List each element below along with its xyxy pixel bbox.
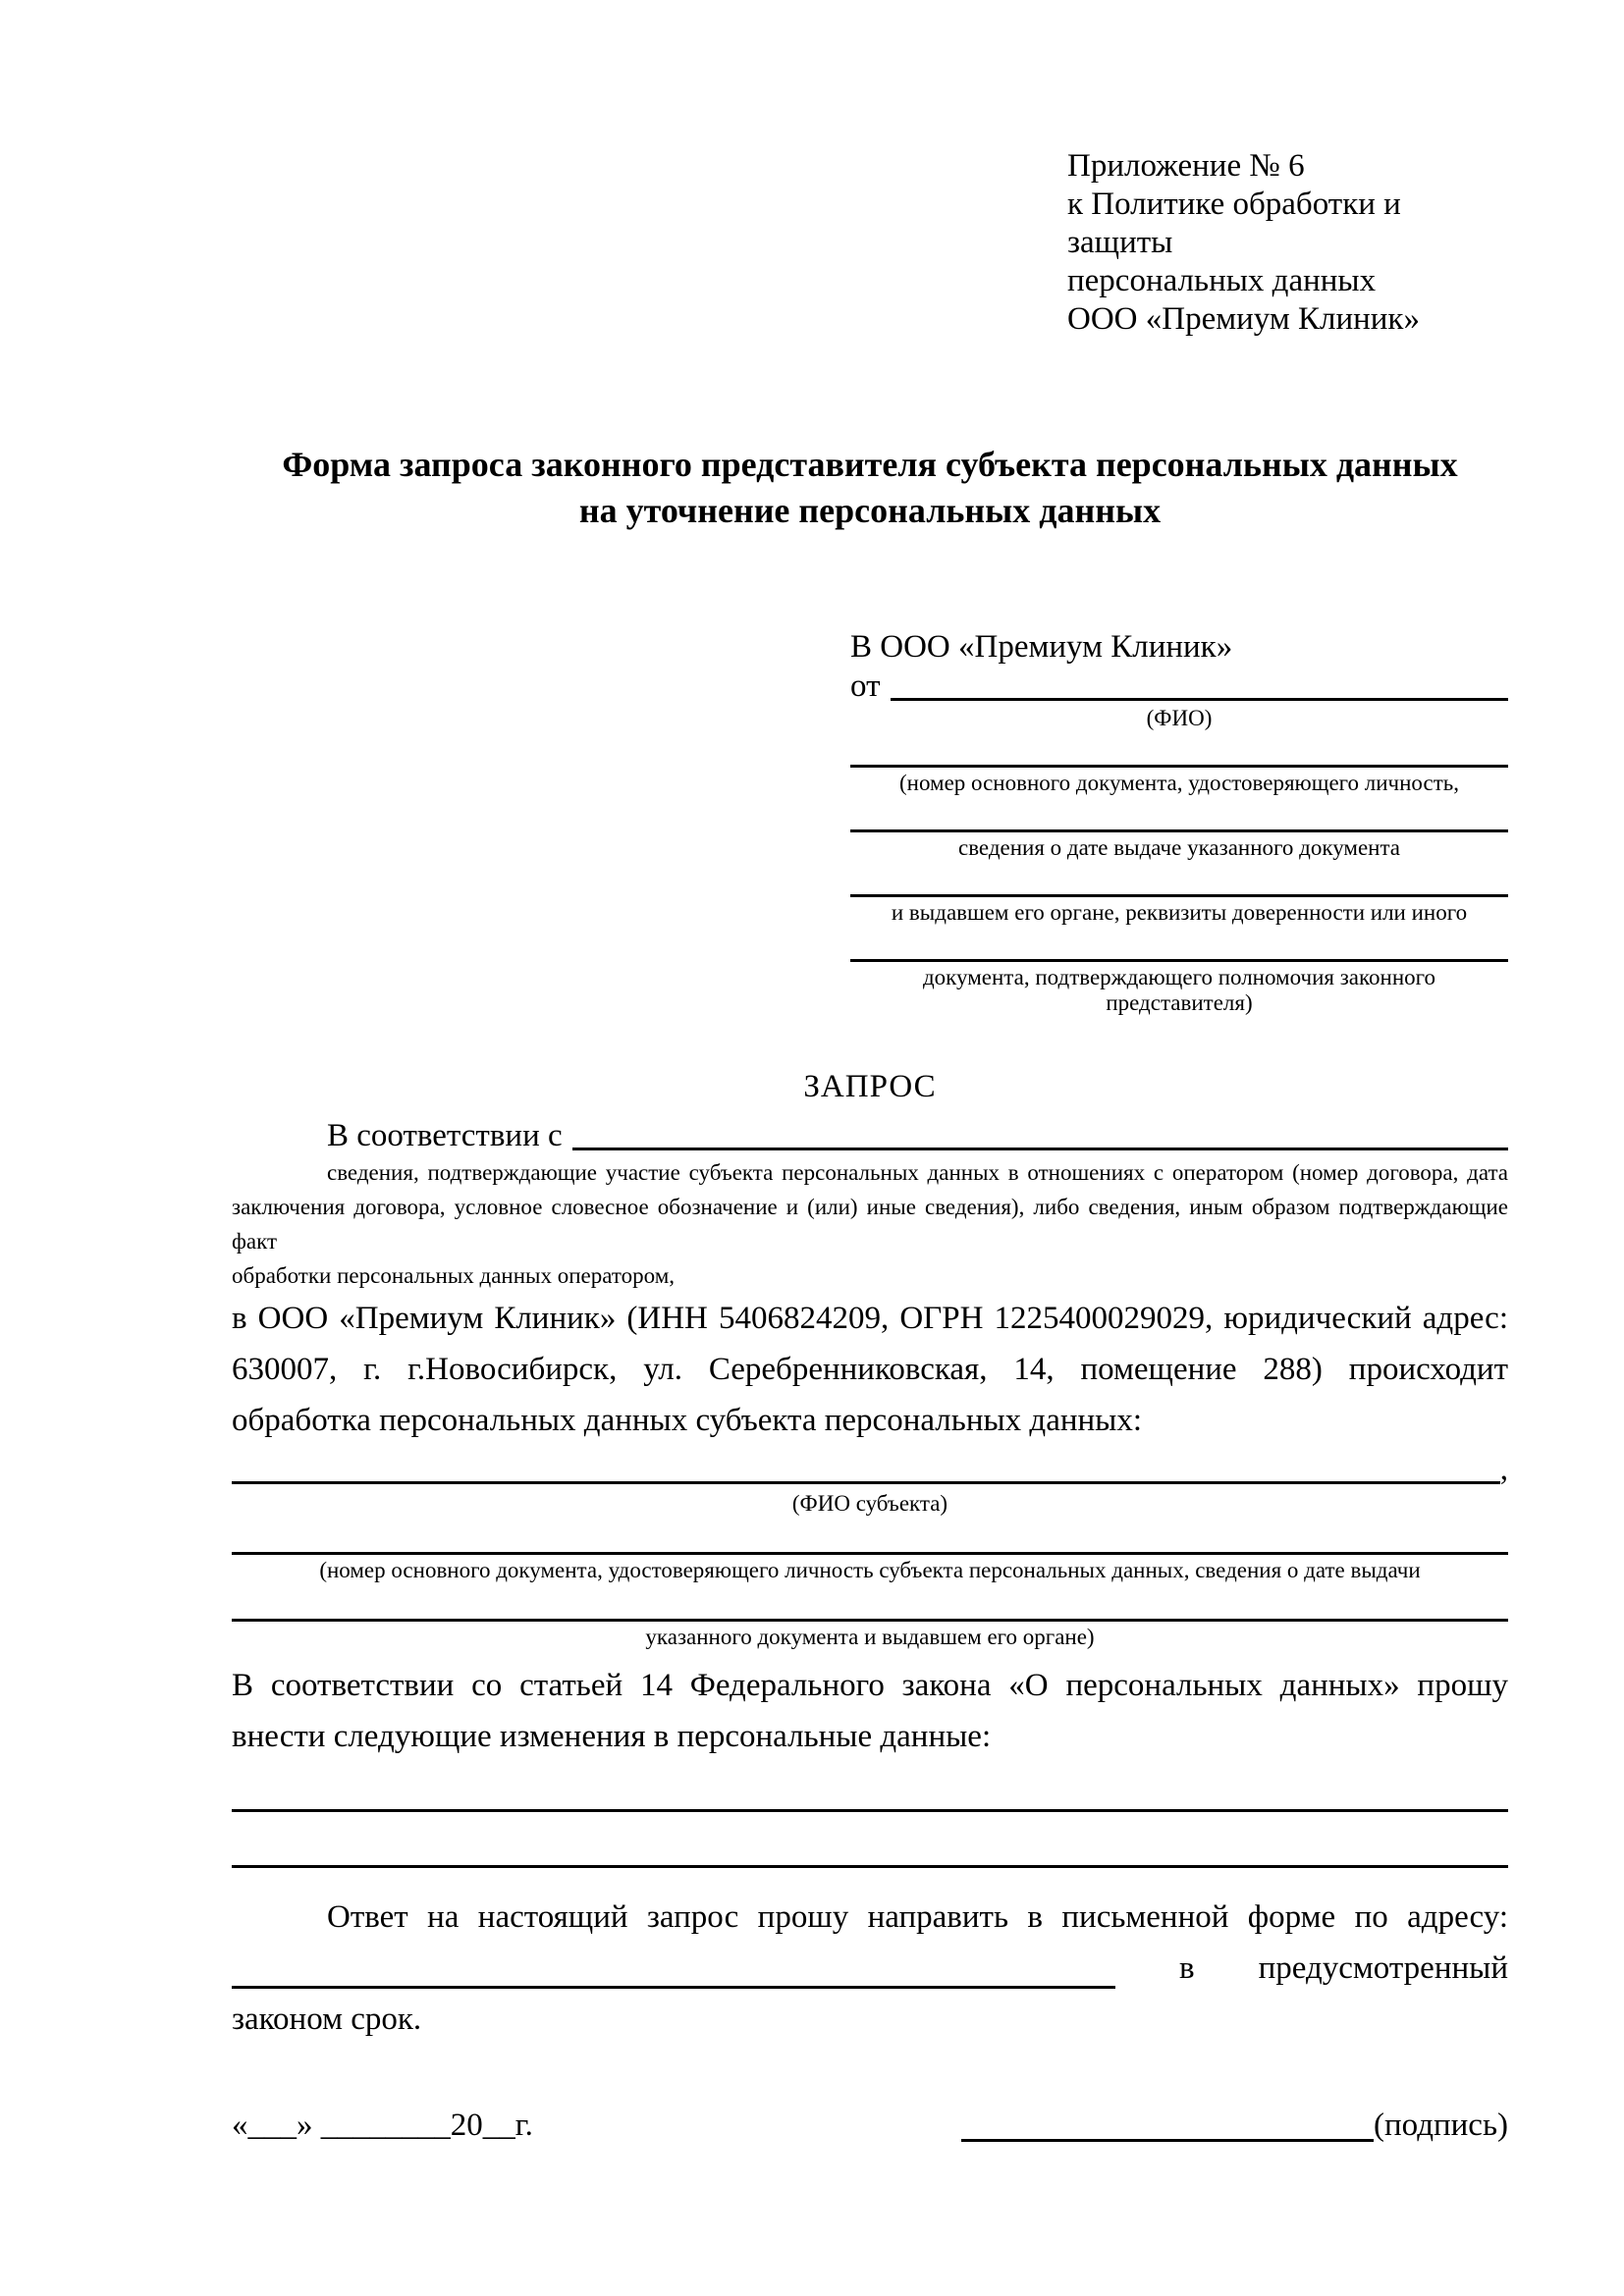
operator-paragraph [232, 1293, 1508, 1446]
signature-field[interactable] [961, 2139, 1374, 2142]
answer-line-1: Ответ на настоящий запрос прошу направить в письменной форме по адресу: [327, 1899, 1508, 1935]
fine-print-line-3: обработки персональных данных оператором, [232, 1263, 675, 1288]
fine-print-line-1: сведения, подтверждающие участие субъекта персональных данных в отношениях с оператором (номер договора, дата [327, 1160, 1508, 1185]
date-field[interactable]: «___» ________20__г. [232, 2108, 533, 2143]
representative-doc-caption-2: сведения о дате выдаче указанного документа [957, 835, 1401, 860]
document-title [232, 442, 1508, 534]
subject-doc-caption-2: указанного документа и выдавшем его органе) [645, 1625, 1095, 1649]
signature-caption: (подпись) [1374, 2108, 1508, 2143]
addressee-block [850, 627, 1508, 1016]
law-line-1: В соответствии со статьей 14 Федерального закона «О персональных данных» прошу [232, 1668, 1508, 1703]
basis-row [232, 1116, 1508, 1155]
answer-word-in: в [1179, 1950, 1195, 1986]
subject-doc-line-1[interactable] [232, 1552, 1508, 1555]
representative-doc-line-4[interactable] [850, 959, 1508, 962]
request-heading: ЗАПРОС [803, 1069, 937, 1104]
representative-doc-caption-4: документа, подтверждающего полномочия законного представителя) [922, 965, 1435, 1015]
changes-write-in-line-1[interactable] [232, 1809, 1508, 1812]
representative-doc-line-2[interactable] [850, 829, 1508, 832]
changes-write-in-line-2[interactable] [232, 1865, 1508, 1868]
representative-name-field[interactable] [891, 698, 1509, 701]
representative-doc-field-3 [850, 894, 1508, 926]
subject-fio-field[interactable] [232, 1481, 1500, 1484]
subject-fio-row [232, 1450, 1508, 1489]
title-line-2: на уточнение персональных данных [578, 491, 1162, 530]
answer-line-3: законом срок. [232, 2002, 422, 2037]
signature-footer [232, 2104, 1508, 2147]
subject-fio-caption: (ФИО субъекта) [791, 1491, 948, 1516]
from-row [850, 667, 1508, 706]
representative-doc-field-1 [850, 765, 1508, 796]
representative-doc-field-4 [850, 959, 1508, 1016]
subject-doc-line-2[interactable] [232, 1619, 1508, 1622]
representative-doc-caption-3: и выдавшем его органе, реквизиты доверенности или иного [891, 900, 1468, 925]
answer-address-field[interactable] [232, 1986, 1115, 1989]
law-paragraph [232, 1660, 1508, 1762]
answer-address-row [232, 1943, 1508, 1994]
representative-doc-caption-1: (номер основного документа, удостоверяющего личность, [898, 771, 1459, 795]
appendix-line-1: Приложение № 6 [1067, 148, 1305, 184]
operator-line-3: обработка персональных данных субъекта персональных данных: [232, 1403, 1142, 1438]
operator-line-1: в ООО «Премиум Клиник» (ИНН 5406824209, ОГРН 1225400029029, юридический адрес: [232, 1301, 1508, 1336]
representative-doc-line-1[interactable] [850, 765, 1508, 768]
fio-caption: (ФИО) [1146, 706, 1213, 730]
law-line-2: внести следующие изменения в персональные данные: [232, 1719, 992, 1754]
addressee-org: В ООО «Премиум Клиник» [850, 629, 1233, 665]
subject-comma: , [1499, 1452, 1508, 1487]
appendix-line-2: к Политике обработки и защиты [1067, 187, 1401, 260]
appendix-line-3: персональных данных [1067, 263, 1377, 298]
from-label: от [850, 668, 881, 704]
subject-doc-caption-1: (номер основного документа, удостоверяющего личность субъекта персональных данных, сведения о дате выдачи [319, 1558, 1421, 1582]
basis-fine-print [232, 1155, 1508, 1293]
representative-doc-field-2 [850, 829, 1508, 861]
answer-paragraph [232, 1892, 1508, 2045]
basis-field[interactable] [572, 1148, 1508, 1150]
representative-doc-line-3[interactable] [850, 894, 1508, 897]
title-line-1: Форма запроса законного представителя субъекта персональных данных [282, 445, 1458, 484]
appendix-line-4: ООО «Премиум Клиник» [1067, 301, 1420, 337]
fine-print-line-2: заключения договора, условное словесное обозначение и (или) иные сведения), либо сведения, иным образом подтверждающие факт [232, 1195, 1508, 1254]
basis-label: В соответствии с [327, 1118, 563, 1153]
appendix-block [1067, 147, 1508, 339]
signature-block [961, 2104, 1508, 2147]
operator-line-2: 630007, г. г.Новосибирск, ул. Серебренниковская, 14, помещение 288) происходит [232, 1352, 1508, 1387]
answer-word-due: предусмотренный [1258, 1950, 1508, 1986]
